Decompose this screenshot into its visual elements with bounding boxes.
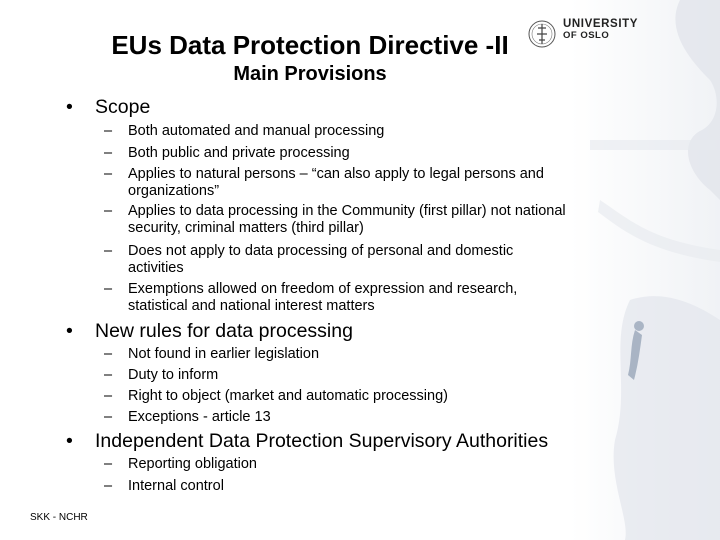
sub-item-text: Exemptions allowed on freedom of expression and research, statistical and national interest matters (128, 281, 518, 314)
slide-subtitle: Main Provisions (233, 63, 387, 85)
bullet-heading: Independent Data Protection Supervisory Authorities (95, 430, 549, 452)
sub-item-text: Right to object (market and automatic processing) (128, 388, 448, 404)
dash-marker: – (104, 203, 113, 219)
logo-line1: UNIVERSITY (563, 18, 639, 30)
dash-marker: – (104, 243, 113, 259)
bullet-marker: • (66, 430, 73, 452)
dash-marker: – (104, 145, 113, 161)
footer-text: SKK - NCHR (30, 512, 88, 523)
dash-marker: – (104, 166, 113, 182)
sub-item-text: Internal control (128, 478, 224, 494)
sub-item-text: Applies to data processing in the Community (first pillar) not national security, criminal matters (third pillar) (128, 203, 566, 236)
bullet-heading: New rules for data processing (95, 320, 353, 342)
bullet-heading: Scope (95, 96, 151, 118)
dash-marker: – (104, 281, 113, 297)
sub-item-text: Both automated and manual processing (128, 123, 385, 139)
sub-item-text: Duty to inform (128, 367, 219, 383)
bullet-marker: • (66, 96, 73, 118)
logo-line2: OF OSLO (563, 30, 610, 41)
sub-item-text: Applies to natural persons – “can also apply to legal persons and organizations” (128, 166, 544, 199)
dash-marker: – (104, 409, 113, 425)
dash-marker: – (104, 388, 113, 404)
bullet-marker: • (66, 320, 73, 342)
sub-item-text: Reporting obligation (128, 456, 257, 472)
dash-marker: – (104, 346, 113, 362)
dash-marker: – (104, 456, 113, 472)
dash-marker: – (104, 478, 113, 494)
dash-marker: – (104, 123, 113, 139)
dash-marker: – (104, 367, 113, 383)
sub-item-text: Both public and private processing (128, 145, 350, 161)
sub-item-text: Not found in earlier legislation (128, 346, 320, 362)
slide-title: EUs Data Protection Directive -II (111, 30, 509, 60)
sub-item-text: Does not apply to data processing of personal and domestic activities (128, 243, 514, 276)
sub-item-text: Exceptions - article 13 (128, 409, 271, 425)
